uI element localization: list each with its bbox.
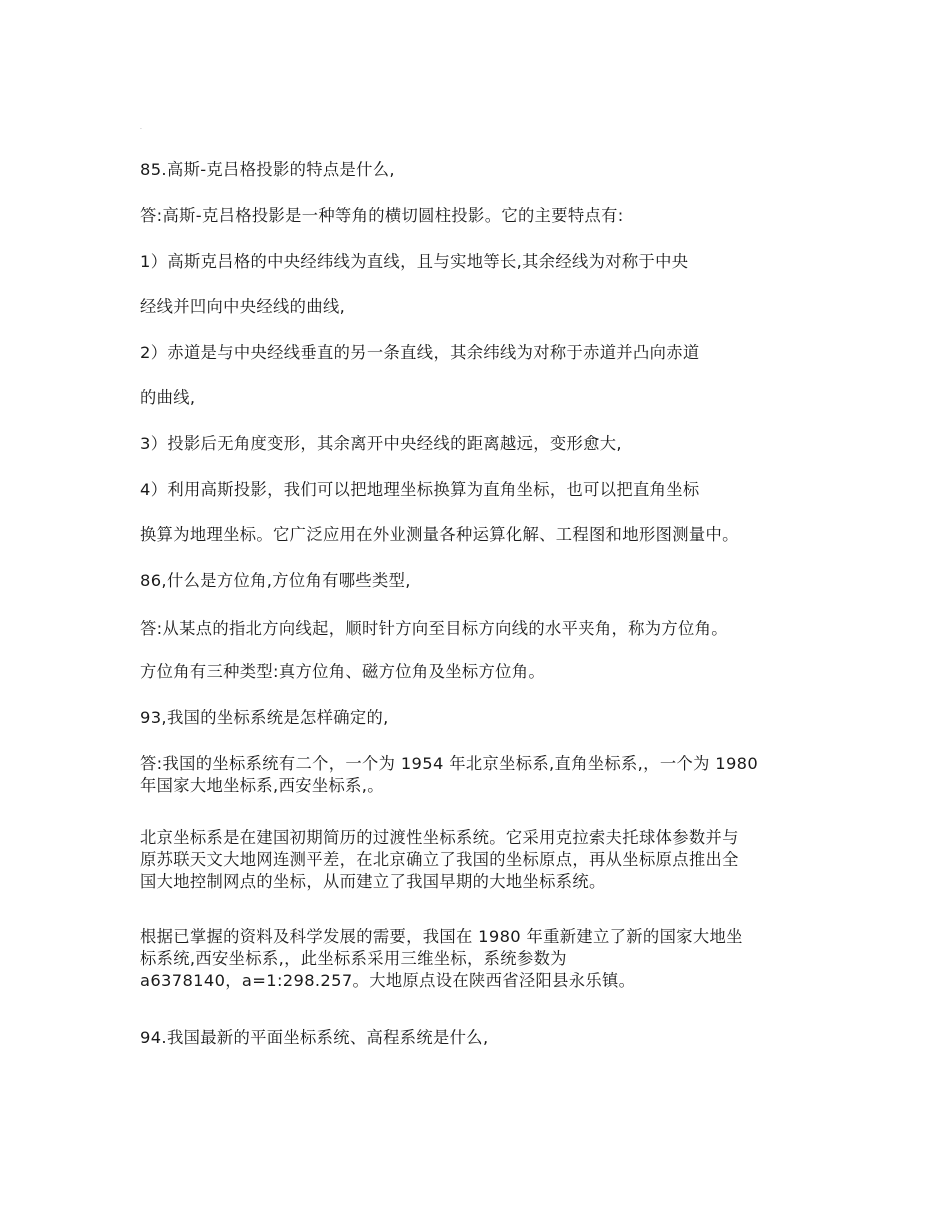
q85-title: 85.高斯-克吕格投影的特点是什么,: [140, 160, 395, 179]
q86-answer: 答:从某点的指北方向线起，顺时针方向至目标方向线的水平夹角，称为方位角。: [140, 619, 728, 638]
q93-answer-line1: 答:我国的坐标系统有二个，一个为 1954 年北京坐标系,直角坐标系,，一个为 1980: [140, 754, 759, 773]
q93-title: 93,我国的坐标系统是怎样确定的,: [140, 708, 389, 727]
q85-point2-line2: 的曲线,: [140, 388, 196, 407]
q86-types: 方位角有三种类型:真方位角、磁方位角及坐标方位角。: [140, 662, 545, 681]
q85-point2-line1: 2）赤道是与中央经线垂直的另一条直线，其余纬线为对称于赤道并凸向赤道: [140, 343, 700, 362]
beijing-line2: 原苏联天文大地网连测平差，在北京确立了我国的坐标原点，再从坐标原点推出全: [140, 850, 739, 869]
q93-answer-paragraph: [140, 753, 812, 797]
q86-title: 86,什么是方位角,方位角有哪些类型,: [140, 571, 411, 590]
beijing-coordinate-paragraph: [140, 827, 812, 893]
xian-coordinate-paragraph: [140, 926, 812, 992]
q85-point1-line2: 经线并凹向中央经线的曲线,: [140, 297, 346, 316]
xian-line1: 根据已掌握的资料及科学发展的需要，我国在 1980 年重新建立了新的国家大地坐: [140, 927, 743, 946]
q93-answer-line2: 年国家大地坐标系,西安坐标系,。: [140, 776, 384, 795]
q94-title: 94.我国最新的平面坐标系统、高程系统是什么,: [140, 1028, 489, 1047]
beijing-line3: 国大地控制网点的坐标，从而建立了我国早期的大地坐标系统。: [140, 872, 606, 891]
q85-point3: 3）投影后无角度变形，其余离开中央经线的距离越远，变形愈大,: [140, 434, 622, 453]
xian-line3: a6378140，a=1:298.257。大地原点设在陕西省泾阳县永乐镇。: [140, 971, 636, 990]
q85-point4-line1: 4）利用高斯投影，我们可以把地理坐标换算为直角坐标，也可以把直角坐标: [140, 480, 700, 499]
q85-answer-intro: 答:高斯-克吕格投影是一种等角的横切圆柱投影。它的主要特点有:: [140, 206, 624, 225]
q85-point4-line2: 换算为地理坐标。它广泛应用在外业测量各种运算化解、工程图和地形图测量中。: [140, 525, 739, 544]
q85-point1-line1: 1）高斯克吕格的中央经纬线为直线，且与实地等长,其余经线为对称于中央: [140, 252, 689, 271]
xian-line2: 标系统,西安坐标系,，此坐标系采用三维坐标，系统参数为: [140, 949, 567, 968]
corner-mark: .: [140, 124, 142, 131]
beijing-line1: 北京坐标系是在建国初期简历的过渡性坐标系统。它采用克拉索夫托球体参数并与: [140, 828, 739, 847]
